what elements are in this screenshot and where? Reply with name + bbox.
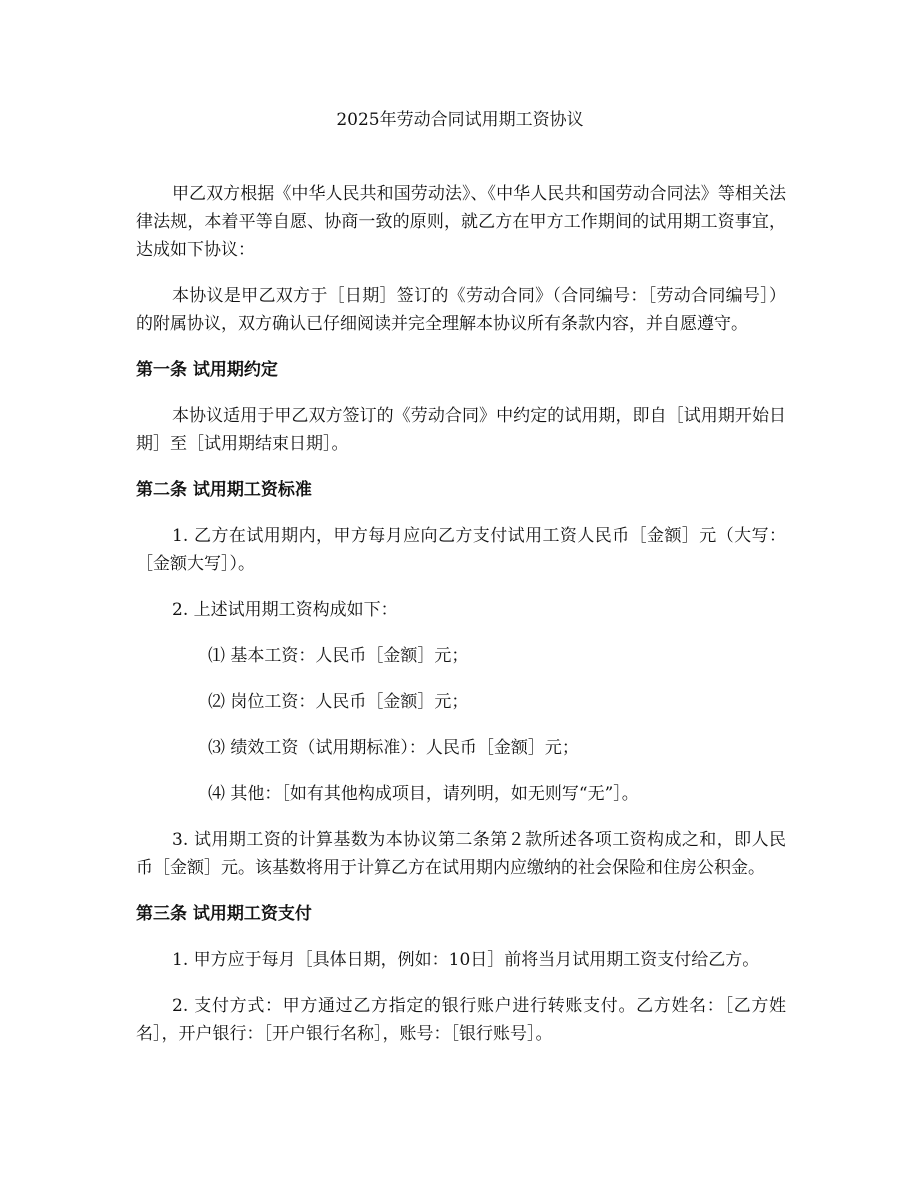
article-1-heading: 第一条 试用期约定 bbox=[136, 360, 278, 380]
document-body bbox=[136, 180, 786, 1066]
article-2-sub-3: ⑶ 绩效工资（试用期标准）：人民币［金额］元； bbox=[208, 738, 579, 758]
article-2-sub-2: ⑵ 岗位工资：人民币［金额］元； bbox=[208, 692, 469, 712]
article-3-heading: 第三条 试用期工资支付 bbox=[136, 904, 312, 924]
document-title: 2025年劳动合同试用期工资协议 bbox=[336, 110, 584, 130]
article-2-sub-4: ⑷ 其他：［如有其他构成项目，请列明，如无则写“无”］。 bbox=[208, 784, 639, 804]
article-2-item-1: 1. 乙方在试用期内，甲方每月应向乙方支付试用工资人民币［金额］元（大写：［金额大写］）。 bbox=[136, 526, 786, 574]
article-3-item-2: 2. 支付方式：甲方通过乙方指定的银行账户进行转账支付。乙方姓名：［乙方姓名］，开户银行：［开户银行名称］，账号：［银行账号］。 bbox=[136, 996, 786, 1044]
intro-paragraph: 甲乙双方根据《中华人民共和国劳动法》、《中华人民共和国劳动合同法》等相关法律法规，本着平等自愿、协商一致的原则，就乙方在甲方工作期间的试用期工资事宜，达成如下协议： bbox=[136, 184, 786, 260]
article-2-item-2: 2. 上述试用期工资构成如下： bbox=[172, 600, 398, 620]
article-2-heading: 第二条 试用期工资标准 bbox=[136, 480, 312, 500]
article-1-text: 本协议适用于甲乙双方签订的《劳动合同》中约定的试用期，即自［试用期开始日期］至［试用期结束日期］。 bbox=[136, 406, 786, 454]
preface-paragraph: 本协议是甲乙双方于［日期］签订的《劳动合同》（合同编号：［劳动合同编号］）的附属协议，双方确认已仔细阅读并完全理解本协议所有条款内容，并自愿遵守。 bbox=[136, 286, 786, 334]
article-2-item-3: 3. 试用期工资的计算基数为本协议第二条第２款所述各项工资构成之和，即人民币［金额］元。该基数将用于计算乙方在试用期内应缴纳的社会保险和住房公积金。 bbox=[136, 830, 786, 878]
article-3-item-1: 1. 甲方应于每月［具体日期，例如：10日］前将当月试用期工资支付给乙方。 bbox=[172, 950, 760, 970]
article-2-sub-1: ⑴ 基本工资：人民币［金额］元； bbox=[208, 646, 469, 666]
